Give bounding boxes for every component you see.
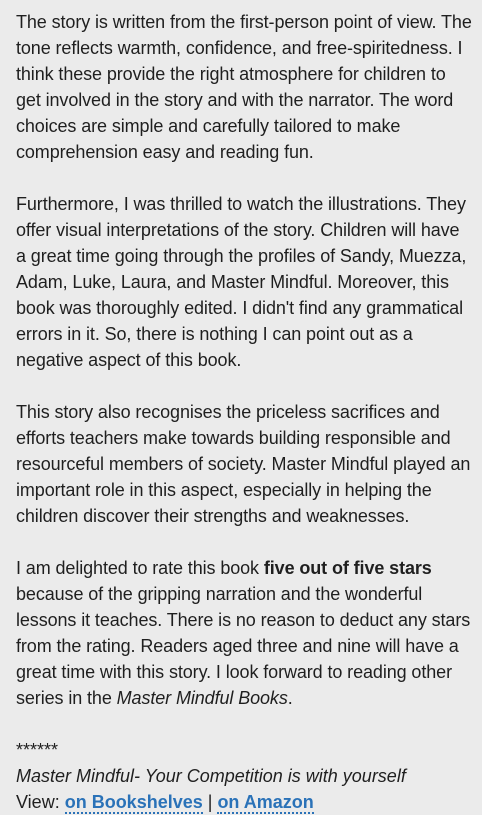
rating-text-middle: because of the gripping narration and the wonderful lessons it teaches. There is no reason to deduct any stars from the rating. Readers aged three and nine will have a great time with this story. I look forward to reading other series in the bbox=[16, 584, 471, 708]
view-links bbox=[16, 789, 474, 815]
separator-asterisks: ****** bbox=[16, 740, 59, 760]
book-title: Master Mindful- Your Competition is with yourself bbox=[16, 766, 406, 786]
view-label: View: bbox=[16, 792, 65, 812]
bookshelves-link[interactable]: on Bookshelves bbox=[64, 792, 203, 812]
rating-value: five out of five stars bbox=[263, 558, 432, 578]
link-divider: | bbox=[202, 792, 218, 812]
rating-text-before: I am delighted to rate this book bbox=[16, 558, 264, 578]
paragraph-illustrations: Furthermore, I was thrilled to watch the illustrations. They offer visual interpretations of the story. Children will have a great time going through the profiles of Sandy, Muezza, Adam, Luke, Laura, and Master Mindful. Moreover, this book was thoroughly edited. I didn't find any grammatical errors in it. So, there is nothing I can point out as a negative aspect of this book. bbox=[16, 194, 467, 370]
series-name: Master Mindful Books bbox=[116, 688, 288, 708]
review-content bbox=[16, 9, 474, 815]
amazon-link[interactable]: on Amazon bbox=[217, 792, 314, 812]
paragraph-narration: The story is written from the first-person point of view. The tone reflects warmth, confidence, and free-spiritedness. I think these provide the right atmosphere for children to get involved in the story and with the narrator. The word choices are simple and carefully tailored to make comprehension easy and reading fun. bbox=[16, 12, 472, 162]
paragraph-teachers: This story also recognises the priceless sacrifices and efforts teachers make towards building responsible and resourceful members of society. Master Mindful played an important role in this aspect, especially in helping the children discover their strengths and weaknesses. bbox=[16, 402, 471, 526]
rating-text-after: . bbox=[287, 688, 293, 708]
paragraph-rating bbox=[16, 555, 474, 711]
